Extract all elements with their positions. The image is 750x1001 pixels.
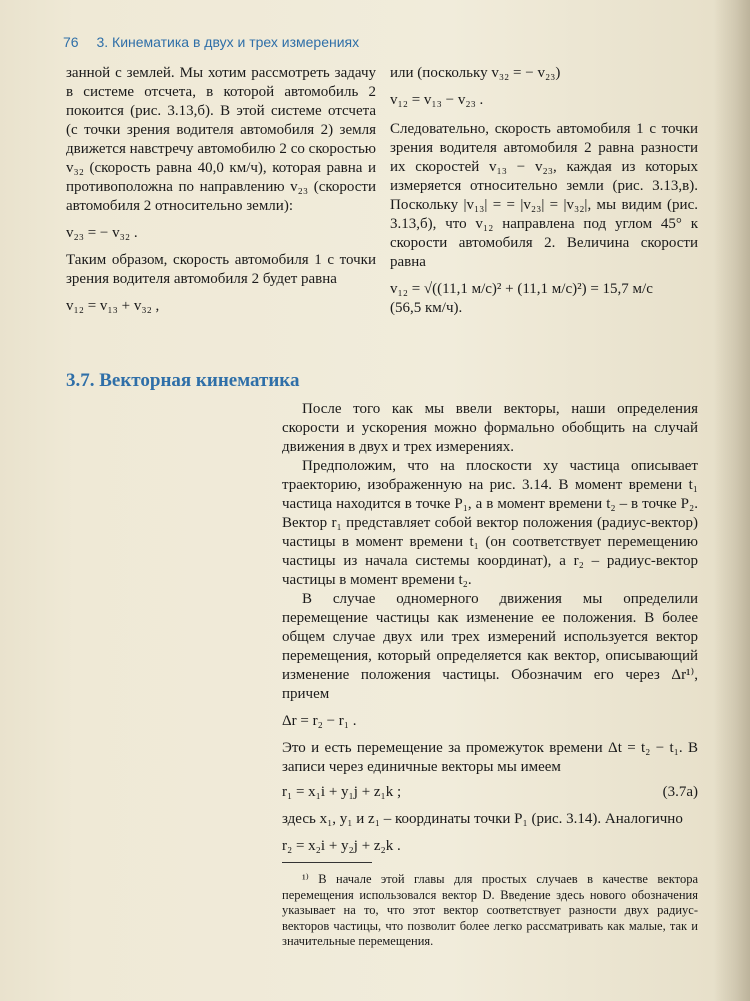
right-column: [390, 64, 698, 318]
equation: r₂ = x₂i + y₂j + z₂k .: [282, 838, 401, 854]
chapter-title: 3. Кинематика в двух и трех измерениях: [96, 34, 360, 50]
page-number: 76: [63, 34, 79, 50]
footnote-text: ¹⁾ В начале этой главы для простых случаев в качестве вектора перемещения использовался вектор D. Введение здесь нового обозначения указывает на то, что этот вектор соответствует разности двух радиус-векторов частицы, что позволит более легко рассматривать как малые, так и значительные перемещения.: [282, 872, 698, 948]
running-header: [63, 34, 703, 50]
paragraph: После того как мы ввели векторы, наши определения скорости и ускорения можно формально обобщить на случай движения в двух и трех измерениях.: [282, 401, 698, 455]
footnote: [282, 872, 698, 950]
equation: v₁₂ = √((11,1 м/с)² + (11,1 м/с)²) = 15,7 м/с: [390, 281, 653, 297]
equation: r₁ = x₁i + y₁j + z₁k ;: [282, 784, 402, 800]
paragraph: занной с землей. Мы хотим рассмотреть задачу в системе отсчета, в которой автомобиль 2 покоится (рис. 3.13,б). В этой системе отсчета (с точки зрения водителя автомобиля 2) земля движется навстречу автомобилю 2 со скоростью v₃₂ (скорость равна 40,0 км/ч), которая равна и противоположна по направлению v₂₃ (скорости автомобиля 2 относительно земли):: [66, 65, 376, 214]
paragraph: Следовательно, скорость автомобиля 1 с точки зрения водителя автомобиля 2 равна разности их скоростей v₁₃ − v₂₃, каждая из которых измеряется относительно земли (рис. 3.13,в). Поскольку |v₁₃| = = |v₂₃| = |v₃₂|, мы видим (рис. 3.13,б), что v₁₂ направлена под углом 45° к скорости автомобиля 2. Величина скорости равна: [390, 121, 698, 270]
paragraph: здесь x₁, y₁ и z₁ – координаты точки P₁ (рис. 3.14). Аналогично: [282, 811, 683, 827]
paragraph: Это и есть перемещение за промежуток времени Δt = t₂ − t₁. В записи через единичные векторы мы имеем: [282, 740, 698, 775]
paragraph: или (поскольку v₃₂ = − v₂₃): [390, 65, 561, 81]
equation: Δr = r₂ − r₁ .: [282, 713, 357, 729]
equation-continuation: (56,5 км/ч).: [390, 300, 463, 316]
paragraph: Таким образом, скорость автомобиля 1 с точки зрения водителя автомобиля 2 будет равна: [66, 252, 376, 287]
equation: v₂₃ = − v₃₂ .: [66, 225, 138, 241]
equation-number: (3.7a): [662, 784, 698, 800]
paragraph: Предположим, что на плоскости xy частица описывает траекторию, изображенную на рис. 3.14. В момент времени t₁ частица находится в точке P₁, а в момент времени t₂ – в точке P₂. Вектор r₁ представляет собой вектор положения (радиус-вектор) частицы в момент времени t₁ (он соответствует перемещению частицы из начала системы координат), а r₂ – радиус-вектор частицы в момент времени t₂.: [282, 458, 698, 588]
equation: v₁₂ = v₁₃ − v₂₃ .: [390, 92, 484, 108]
section-heading: 3.7. Векторная кинематика: [66, 370, 300, 391]
page-edge-shadow: [714, 0, 750, 1001]
left-column: [66, 64, 376, 324]
main-text: [282, 400, 698, 864]
paragraph: В случае одномерного движения мы определили перемещение частицы как изменение ее положения. В более общем случае двух или трех измерений используется вектор перемещения, который определяется как вектор, описывающий изменение положения частицы. Обозначим его через Δr¹⁾, причем: [282, 591, 698, 702]
numbered-equation: [282, 783, 698, 802]
footnote-rule: [282, 862, 372, 863]
equation: v₁₂ = v₁₃ + v₃₂ ,: [66, 298, 160, 314]
